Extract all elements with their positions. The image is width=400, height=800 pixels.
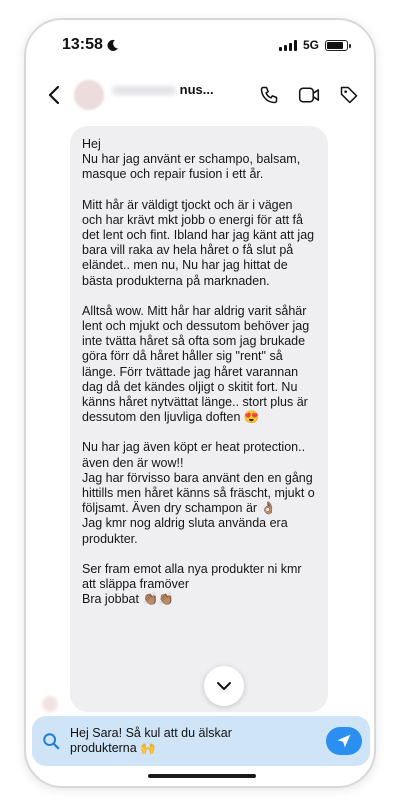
message-bubble [70, 126, 328, 712]
phone-icon [259, 85, 279, 105]
status-right [279, 38, 348, 52]
back-button[interactable] [40, 80, 68, 110]
search-icon [42, 732, 60, 750]
signal-icon [279, 40, 297, 51]
message-paragraph: Hej Nu har jag använt er schampo, balsam, masque och repair fusion i ett år. [82, 137, 301, 182]
contact-name-suffix: nus... [179, 81, 214, 97]
chevron-down-icon [216, 681, 232, 691]
call-button[interactable] [258, 84, 280, 106]
avatar[interactable] [74, 80, 104, 110]
home-indicator[interactable] [148, 774, 256, 778]
message-paragraph: Alltså wow. Mitt hår har aldrig varit såhär lent och mjukt och dessutom behöver jag inte tvätta håret så ofta som jag brukade göra förr då håret håller sig "rent" så länge. Förr tvättade jag håret varannan dag då det kändes oljigt o skitit fort. Nu känns håret nytvättat länge.. stort plus är dessutom den ljuvliga doften 😍 [82, 303, 310, 425]
scroll-down-button[interactable] [204, 666, 244, 706]
video-icon [298, 85, 320, 105]
send-button[interactable] [326, 727, 362, 755]
message-paragraph: Ser fram emot alla nya produkter ni kmr att släppa framöver Bra jobbat 👏🏽👏🏽 [82, 561, 302, 607]
message-composer[interactable] [32, 716, 370, 766]
send-icon [336, 733, 352, 749]
status-time [62, 36, 119, 54]
contact-info[interactable] [112, 83, 258, 107]
phone-frame [24, 18, 376, 788]
message-paragraph: Nu har jag även köpt er heat protection.. även den är wow!! Jag har förvisso bara använt den en gång hittills men håret känns så fräscht, mjukt o följsamt. Även dry schampon är 👌🏽 Jag kmr nog aldrig sluta använda era produkter. [82, 440, 315, 546]
contact-status [112, 97, 258, 107]
redacted-name [112, 86, 176, 95]
battery-icon [325, 40, 348, 51]
moon-icon [106, 39, 119, 52]
status-bar [26, 32, 374, 58]
status-time-text: 13:58 [62, 36, 103, 53]
message-input[interactable]: Hej Sara! Så kul att du älskar produkterna 🙌 [70, 726, 232, 755]
back-icon [48, 85, 60, 105]
network-label: 5G [302, 38, 319, 52]
sender-avatar-small [42, 696, 58, 712]
message-paragraph: Mitt hår är väldigt tjockt och är i vägen och har krävt mkt jobb o energi för att få det lent och fint. Ibland har jag känt att jag bara vill raka av hela håret o få slut på eländet.. men nu, Nu har jag hittat de bästa produkterna på marknaden. [82, 197, 315, 288]
contact-name [112, 83, 258, 97]
tag-button[interactable] [338, 84, 360, 106]
video-call-button[interactable] [298, 84, 320, 106]
chat-header [26, 70, 374, 120]
header-actions [258, 84, 360, 106]
tag-icon [339, 85, 359, 105]
search-button[interactable] [40, 730, 62, 752]
